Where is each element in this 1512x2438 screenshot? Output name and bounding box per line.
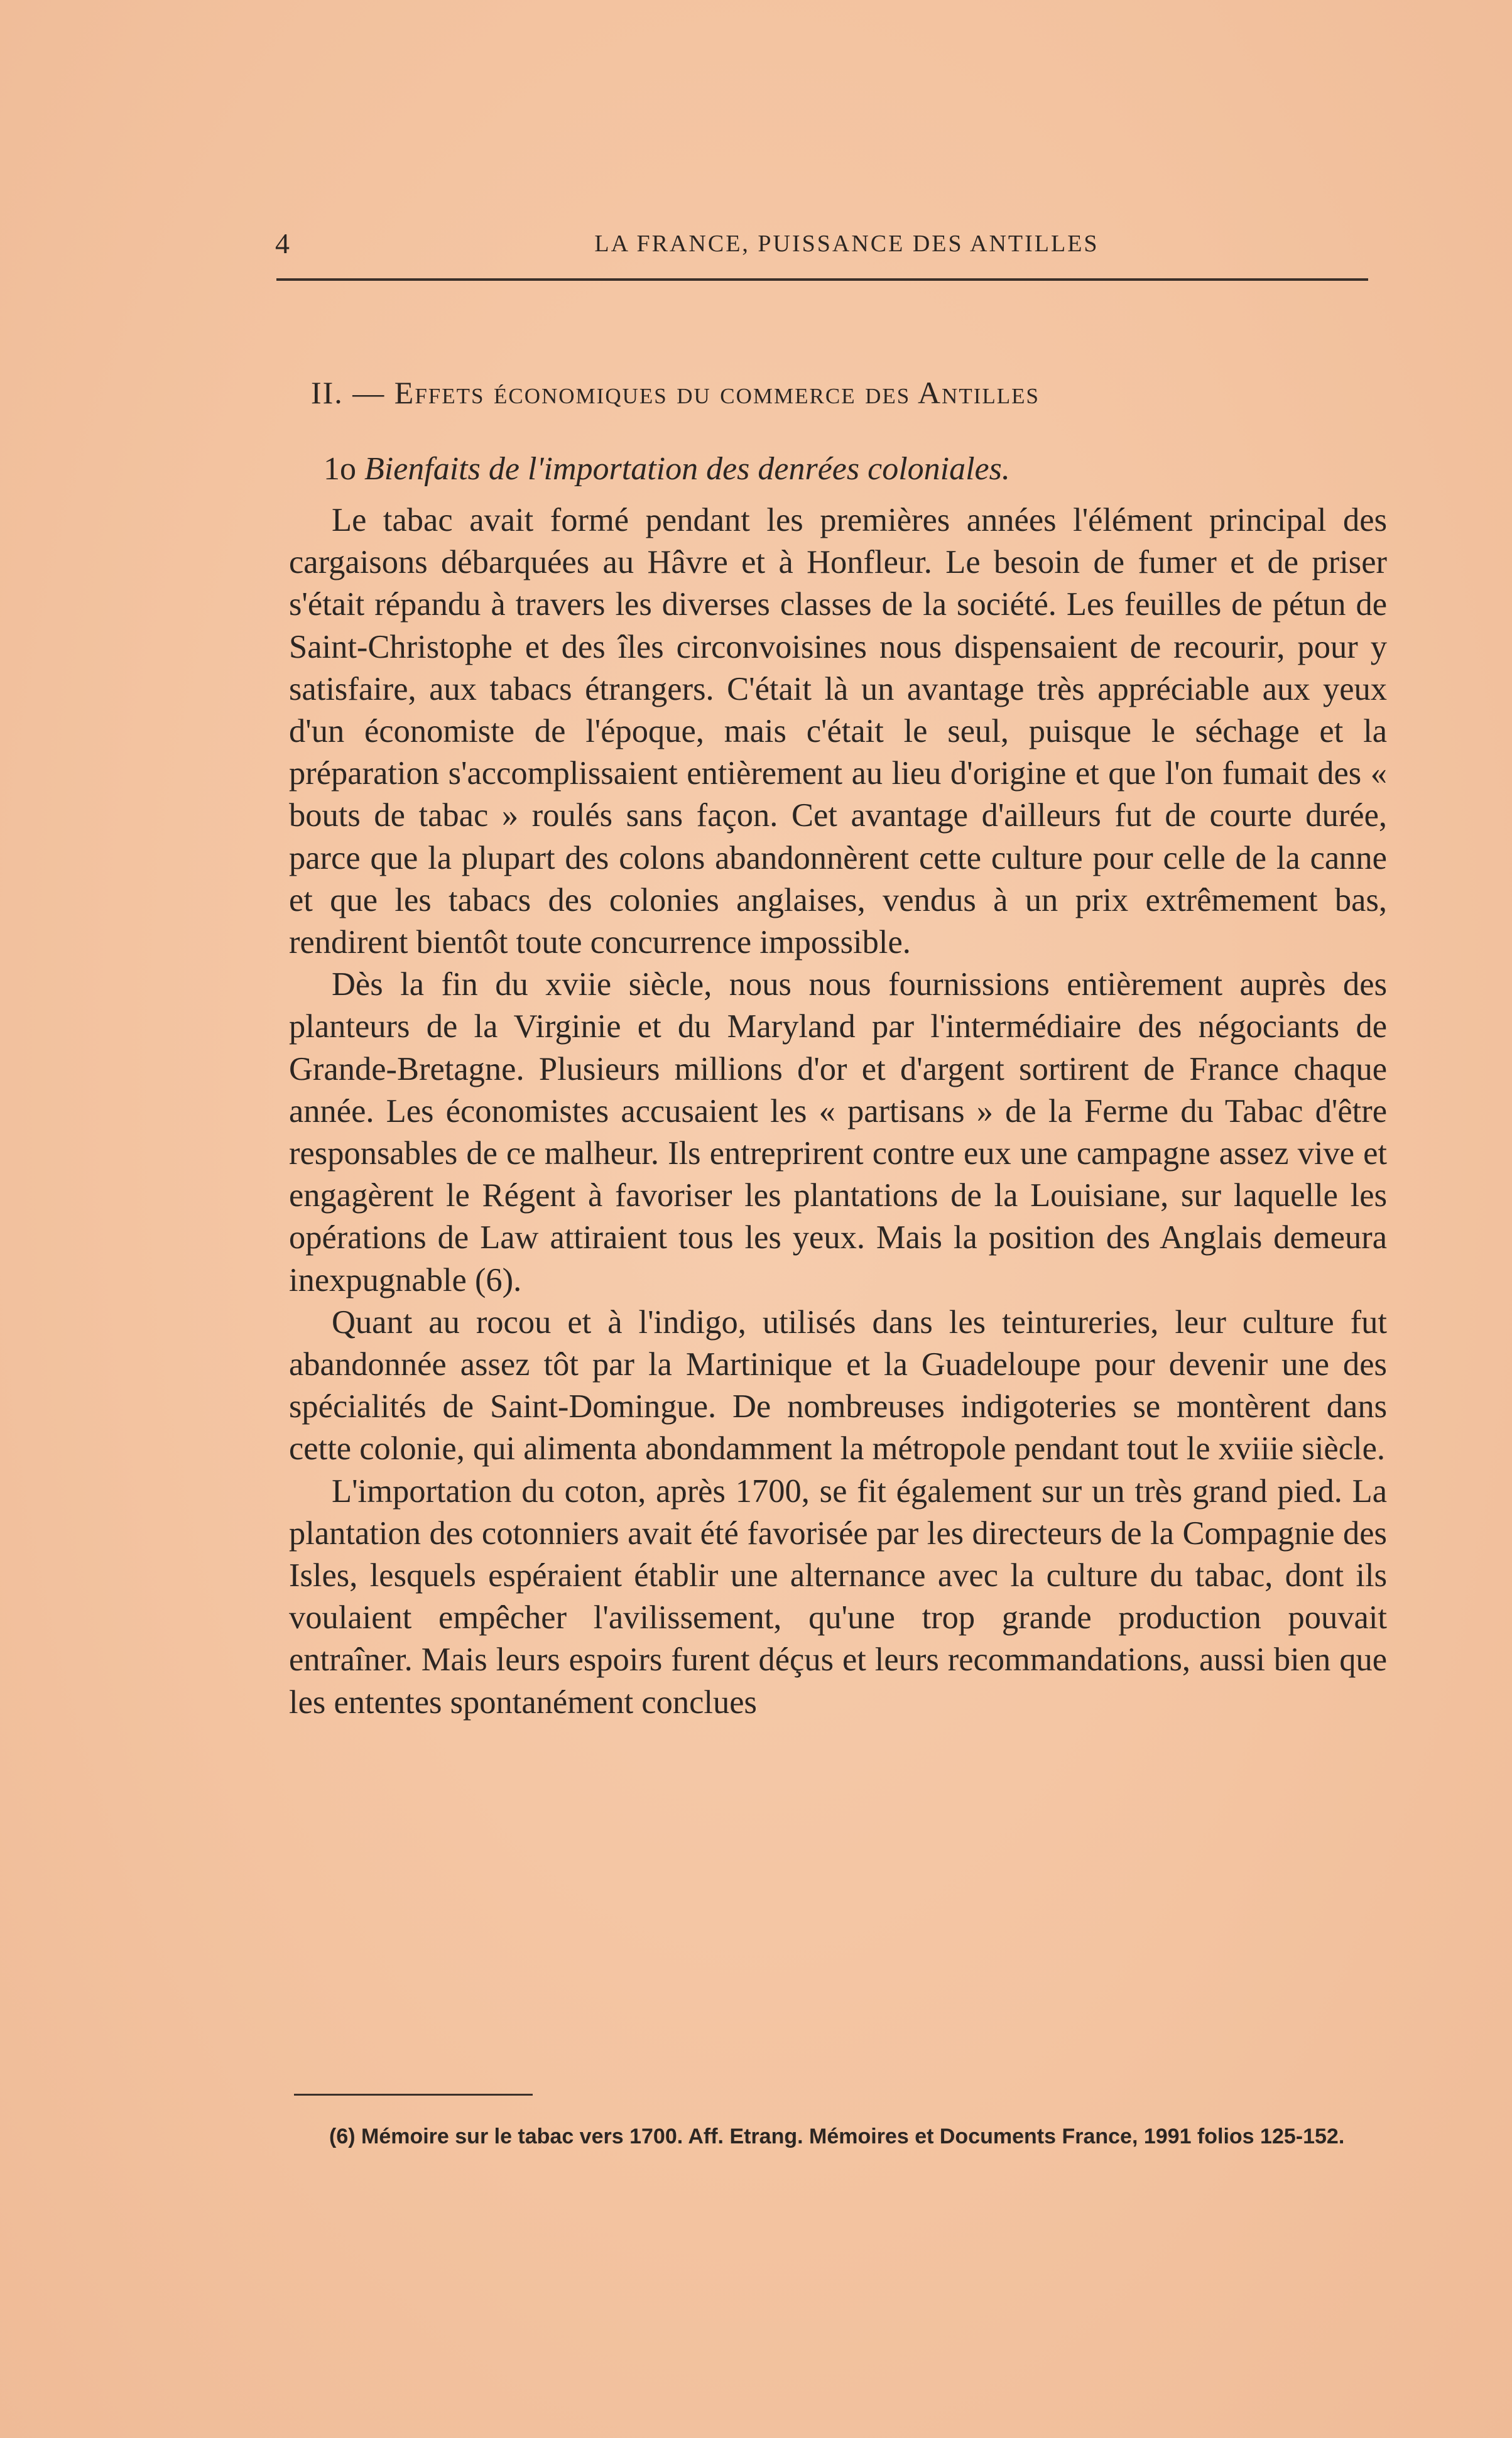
header-rule xyxy=(276,278,1368,281)
footnote: (6) Mémoire sur le tabac vers 1700. Aff. Etrang. Mémoires et Documents France, 1991 folios 125-152. xyxy=(329,2125,1345,2148)
section-heading: II. — Effets économiques du commerce des Antilles xyxy=(311,375,1040,410)
paragraph: Quant au rocou et à l'indigo, utilisés dans les teintureries, leur culture fut abandonnée assez tôt par la Martinique et la Guadeloupe pour devenir une des spécialités de Saint-Domingue. De nombreuses indigoteries se montèrent dans cette colonie, qui alimenta abondamment la métropole pendant tout le xviiie siècle. xyxy=(289,1303,1387,1467)
paragraph: Dès la fin du xviie siècle, nous nous fournissions entièrement auprès des planteurs de la Virginie et du Maryland par l'intermédiaire des négociants de Grande-Bretagne. Plusieurs millions d'or et d'argent sortirent de France chaque année. Les économistes accusaient les « partisans » de la Ferme du Tabac d'être responsables de ce malheur. Ils entreprirent contre eux une campagne assez vive et engagèrent le Régent à favoriser les plantations de la Louisiane, sur laquelle les opérations de Law attiraient tous les yeux. Mais la position des Anglais demeura inexpugnable (6). xyxy=(289,966,1387,1298)
subheading-number: 1o xyxy=(324,451,356,487)
footnote-rule xyxy=(294,2094,533,2096)
subheading xyxy=(324,447,1391,491)
subheading-title: Bienfaits de l'importation des denrées coloniales. xyxy=(364,451,1010,487)
page-number: 4 xyxy=(275,227,290,259)
paragraph: L'importation du coton, après 1700, se fit également sur un très grand pied. La plantation des cotonniers avait été favorisée par les directeurs de la Compagnie des Isles, lesquels espéraient établir une alternance avec la culture du tabac, dont ils voulaient empêcher l'avilissement, qu'une trop grande production pouvait entraîner. Mais leurs espoirs furent déçus et leurs recommandations, aussi bien que les ententes spontanément conclues xyxy=(289,1472,1387,1721)
body-text xyxy=(289,499,1387,1724)
running-header xyxy=(275,225,1368,263)
running-title: LA FRANCE, PUISSANCE DES ANTILLES xyxy=(594,231,1099,257)
paragraph: Le tabac avait formé pendant les premières années l'élément principal des cargaisons débarquées au Hâvre et à Honfleur. Le besoin de fumer et de priser s'était répandu à travers les diverses classes de la société. Les feuilles de pétun de Saint-Christophe et des îles circonvoisines nous dispensaient de recourir, pour y satisfaire, aux tabacs étrangers. C'était là un avantage très appréciable aux yeux d'un économiste de l'époque, mais c'était le seul, puisque le séchage et la préparation s'accomplissaient entièrement au lieu d'origine et que l'on fumait des « bouts de tabac » roulés sans façon. Cet avantage d'ailleurs fut de courte durée, parce que la plupart des colons abandonnèrent cette culture pour celle de la canne et que les tabacs des colonies anglaises, vendus à un prix extrêmement bas, rendirent bientôt toute concurrence impossible. xyxy=(289,502,1387,961)
